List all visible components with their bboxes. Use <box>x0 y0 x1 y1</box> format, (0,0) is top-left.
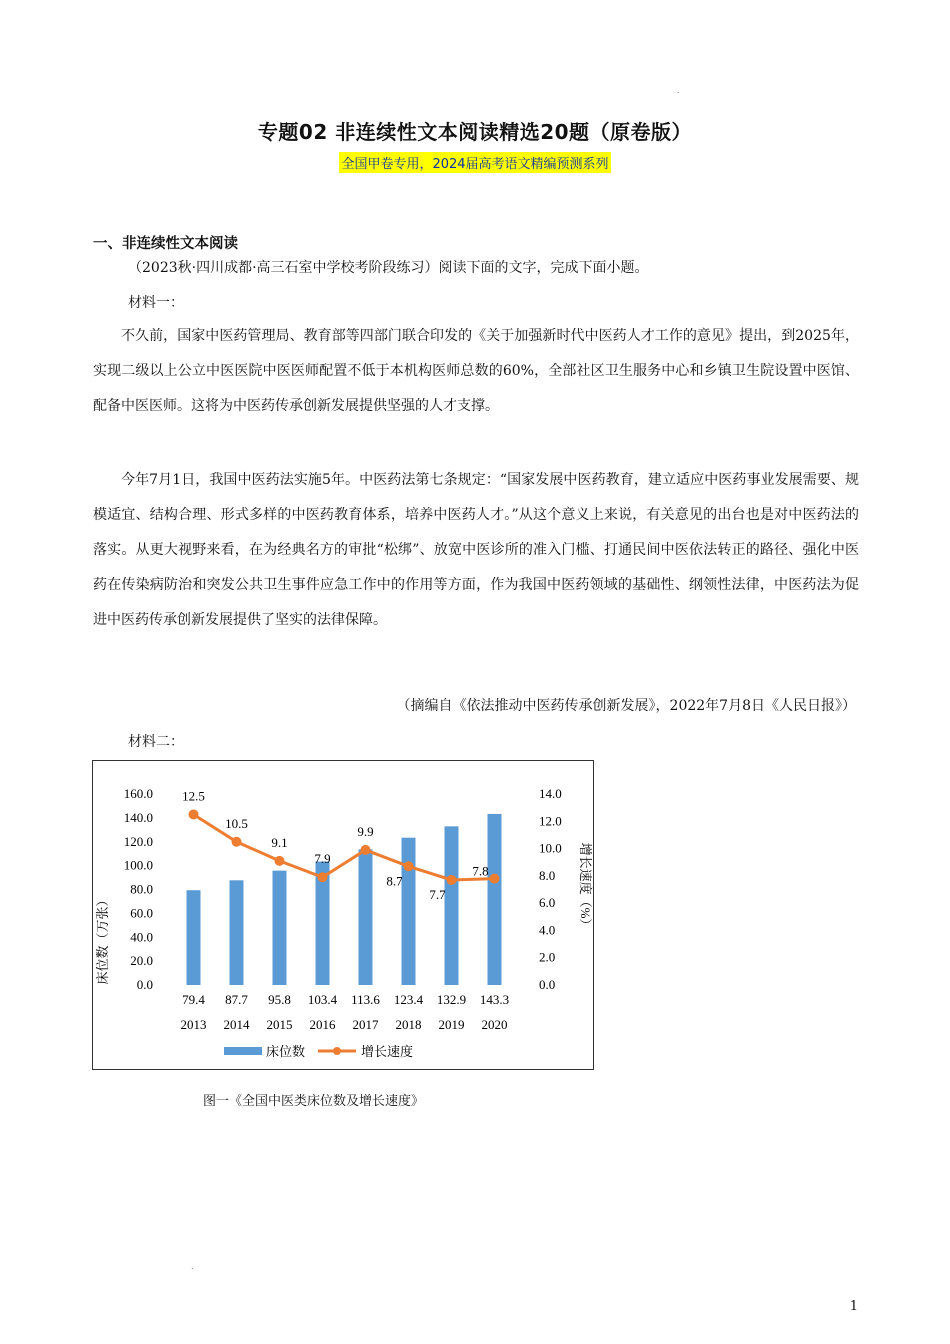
figure-caption: 图一《全国中医类床位数及增长速度》 <box>203 1094 425 1109</box>
y-tick-label: 120.0 <box>123 833 153 849</box>
x-tick-label: 2014 <box>223 1017 250 1032</box>
y2-tick-label: 12.0 <box>539 813 562 829</box>
y-tick-label: 140.0 <box>123 809 153 825</box>
x-tick-label: 2020 <box>481 1017 508 1032</box>
bar-value-label: 87.7 <box>225 992 248 1007</box>
x-tick-label: 2016 <box>309 1017 336 1032</box>
source-note: （2023秋·四川成都·高三石室中学校考阶段练习）阅读下面的文字，完成下面小题。 <box>128 260 649 276</box>
growth-point <box>318 872 328 882</box>
bar-value-label: 143.3 <box>479 992 510 1007</box>
material1-paragraph-2: 今年7月1日，我国中医药法实施5年。中医药法第七条规定：“国家发展中医药教育，建立适应中医药事业发展需要、规模适宜、结构合理、形式多样的中医药教育体系，培养中医药人才。”从这个意义上来说，有关意见的出台也是对中医药法的落实。从更大视野来看，在为经典名方的审批“松绑”、放宽中医诊所的准入门槛、打通民间中医依法转正的路径、强化中医药在传染病防治和突发公共卫生事件应急工作中的作用等方面，作为我国中医药领域的基础性、纲领性法律，中医药法为促进中医药传承创新发展提供了坚实的法律保障。 <box>93 472 859 628</box>
bar <box>230 880 244 985</box>
x-tick-label: 2017 <box>352 1017 379 1032</box>
page-number: 1 <box>849 1299 858 1314</box>
bar <box>273 871 287 985</box>
material1-source: （摘编自《依法推动中医药传承创新发展》，2022年7月8日《人民日报》） <box>396 698 856 714</box>
y-tick-label: 20.0 <box>130 953 153 969</box>
y2-tick-label: 6.0 <box>539 895 556 911</box>
legend-bar-label: 床位数 <box>266 1044 306 1059</box>
combo-chart <box>93 761 593 1069</box>
growth-point <box>404 861 414 871</box>
bar-value-label: 79.4 <box>182 992 205 1007</box>
growth-point <box>490 874 500 884</box>
growth-value-label: 10.5 <box>225 815 248 831</box>
growth-value-label: 8.7 <box>386 873 403 889</box>
growth-value-label: 9.1 <box>271 834 288 850</box>
y2-tick-label: 8.0 <box>539 867 556 883</box>
y-tick-label: 40.0 <box>130 929 153 945</box>
bar <box>402 838 416 985</box>
y-tick-label: 100.0 <box>123 857 153 873</box>
growth-value-label: 7.8 <box>472 863 489 879</box>
bar <box>488 814 502 985</box>
y-tick-label: 80.0 <box>130 881 153 897</box>
bar-value-label: 132.9 <box>436 992 467 1007</box>
bar-value-label: 123.4 <box>393 992 424 1007</box>
y2-tick-label: 2.0 <box>539 949 556 965</box>
legend-line-marker <box>333 1047 341 1055</box>
y2-tick-label: 10.0 <box>539 840 562 856</box>
section-heading: 一、非连续性文本阅读 <box>93 236 238 252</box>
material2-label: 材料二： <box>128 734 184 750</box>
bar <box>187 890 201 985</box>
growth-point <box>275 856 285 866</box>
document-subtitle: 全国甲卷专用，2024届高考语文精编预测系列 <box>339 152 610 173</box>
growth-point <box>447 875 457 885</box>
growth-value-label: 9.9 <box>357 823 374 839</box>
growth-point <box>361 845 371 855</box>
bar <box>359 849 373 985</box>
growth-value-label: 7.7 <box>429 886 446 902</box>
x-tick-label: 2015 <box>266 1017 293 1032</box>
y-tick-label: 60.0 <box>130 905 153 921</box>
y-tick-label: 0.0 <box>136 977 153 992</box>
x-tick-label: 2019 <box>438 1017 465 1032</box>
growth-value-label: 7.9 <box>314 851 331 867</box>
legend-line-label: 增长速度 <box>361 1044 414 1059</box>
bar-value-label: 113.6 <box>351 992 380 1007</box>
bar-value-label: 95.8 <box>268 992 291 1007</box>
x-tick-label: 2018 <box>395 1017 422 1032</box>
y2-tick-label: 4.0 <box>539 922 556 938</box>
material1-paragraph-1: 不久前，国家中医药管理局、教育部等四部门联合印发的《关于加强新时代中医药人才工作的意见》提出，到2025年，实现二级以上公立中医医院中医医师配置不低于本机构医师总数的60%，全部社区卫生服务中心和乡镇卫生院设置中医馆、配备中医医师。这将为中医药传承创新发展提供坚强的人才支撑。 <box>93 328 859 414</box>
y-axis-title: 床位数（万张） <box>95 893 110 985</box>
y2-axis-title: 增长速度（%） <box>578 842 593 932</box>
document-title: 专题02 非连续性文本阅读精选20题（原卷版） <box>257 120 693 144</box>
chart-legend <box>224 1044 413 1059</box>
bar-value-label: 103.4 <box>307 992 338 1007</box>
decor-dot: . <box>677 86 680 95</box>
bar <box>445 826 459 985</box>
growth-point <box>189 809 199 819</box>
material1-label: 材料一： <box>128 295 184 311</box>
legend-bar-swatch <box>224 1047 262 1055</box>
chart-frame <box>92 760 594 1070</box>
y-tick-label: 160.0 <box>123 786 153 801</box>
x-tick-label: 2013 <box>180 1017 207 1032</box>
y2-tick-label: 14.0 <box>539 786 562 801</box>
growth-value-label: 12.5 <box>182 788 205 804</box>
growth-point <box>232 837 242 847</box>
y2-tick-label: 0.0 <box>539 977 556 992</box>
decor-dot: . <box>191 1262 194 1271</box>
